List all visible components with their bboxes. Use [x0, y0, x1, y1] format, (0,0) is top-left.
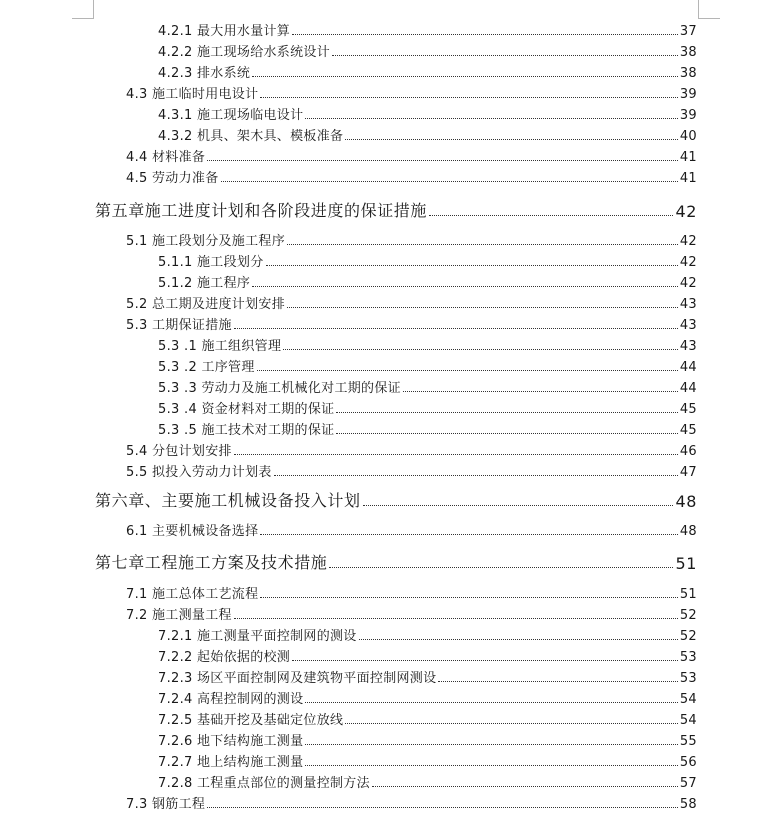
toc-dot-leader [257, 370, 678, 371]
toc-dot-leader [403, 391, 678, 392]
toc-entry[interactable] [158, 376, 697, 396]
toc-dot-leader [363, 505, 674, 506]
crop-mark-top-left-vertical [93, 0, 94, 19]
toc-entry[interactable] [158, 61, 697, 81]
toc-entry[interactable] [158, 334, 697, 354]
toc-dot-leader [252, 76, 678, 77]
toc-chapter-entry[interactable] [95, 547, 697, 573]
toc-entry[interactable] [158, 624, 697, 644]
toc-chapter-entry[interactable] [95, 485, 697, 511]
toc-dot-leader [305, 702, 677, 703]
toc-page-number: 44 [679, 360, 697, 375]
toc-entry[interactable] [158, 418, 697, 438]
toc-dot-leader [260, 97, 677, 98]
toc-entry-title: 4.5 劳动力准备 [126, 171, 219, 186]
toc-entry[interactable] [126, 313, 697, 333]
toc-entry-title: 4.2.1 最大用水量计算 [158, 24, 291, 39]
toc-entry-title: 4.3 施工临时用电设计 [126, 87, 259, 102]
toc-entry-title: 7.2.8 工程重点部位的测量控制方法 [158, 776, 370, 791]
toc-dot-leader [207, 160, 678, 161]
toc-page-number: 46 [679, 444, 697, 459]
toc-entry-title: 5.3 .2 工序管理 [158, 360, 255, 375]
toc-entry[interactable] [158, 103, 697, 123]
toc-entry[interactable] [126, 439, 697, 459]
toc-dot-leader [266, 265, 678, 266]
toc-page-number: 47 [679, 465, 697, 480]
toc-dot-leader [292, 34, 678, 35]
toc-dot-leader [234, 618, 678, 619]
toc-page-number: 55 [679, 734, 697, 749]
toc-page-number: 57 [679, 776, 697, 791]
toc-entry[interactable] [158, 355, 697, 375]
toc-entry[interactable] [158, 250, 697, 270]
toc-entry-title: 5.1 施工段划分及施工程序 [126, 234, 286, 249]
toc-entry-title: 第五章施工进度计划和各阶段进度的保证措施 [95, 201, 428, 220]
toc-page-number: 43 [679, 297, 697, 312]
toc-dot-leader [336, 412, 677, 413]
toc-page-number: 39 [679, 87, 697, 102]
toc-entry[interactable] [158, 271, 697, 291]
toc-dot-leader [287, 307, 678, 308]
toc-page-number: 41 [679, 150, 697, 165]
crop-mark-top-left-horizontal [72, 18, 94, 19]
toc-entry-title: 7.2.2 起始依据的校测 [158, 650, 291, 665]
toc-entry-title: 第七章工程施工方案及技术措施 [95, 553, 328, 572]
toc-entry-title: 6.1 主要机械设备选择 [126, 524, 259, 539]
toc-entry[interactable] [158, 687, 697, 707]
toc-page-number: 45 [679, 423, 697, 438]
toc-entry-title: 7.2 施工测量工程 [126, 608, 232, 623]
toc-entry-title: 7.2.5 基础开挖及基础定位放线 [158, 713, 344, 728]
toc-page-number: 56 [679, 755, 697, 770]
toc-entry[interactable] [158, 750, 697, 770]
toc-entry-title: 7.2.6 地下结构施工测量 [158, 734, 304, 749]
toc-dot-leader [429, 215, 673, 216]
toc-page-number: 43 [679, 339, 697, 354]
toc-entry[interactable] [126, 582, 697, 602]
toc-entry[interactable] [126, 292, 697, 312]
toc-page-number: 39 [679, 108, 697, 123]
toc-entry[interactable] [158, 645, 697, 665]
toc-dot-leader [274, 475, 678, 476]
toc-entry[interactable] [126, 792, 697, 812]
toc-entry-title: 4.2.2 施工现场给水系统设计 [158, 45, 331, 60]
toc-dot-leader [305, 744, 677, 745]
toc-page-number: 52 [679, 629, 697, 644]
toc-dot-leader [332, 55, 678, 56]
toc-entry-title: 5.3 工期保证措施 [126, 318, 232, 333]
toc-entry[interactable] [158, 771, 697, 791]
toc-page-number: 43 [679, 318, 697, 333]
toc-entry[interactable] [126, 145, 697, 165]
toc-dot-leader [283, 349, 678, 350]
toc-entry[interactable] [158, 666, 697, 686]
toc-entry-title: 5.3 .5 施工技术对工期的保证 [158, 423, 335, 438]
toc-entry-title: 5.3 .1 施工组织管理 [158, 339, 282, 354]
toc-page-number: 42 [675, 202, 697, 221]
toc-dot-leader [287, 244, 678, 245]
toc-entry-title: 5.3 .3 劳动力及施工机械化对工期的保证 [158, 381, 401, 396]
toc-entry-title: 7.2.3 场区平面控制网及建筑物平面控制网测设 [158, 671, 437, 686]
toc-entry-title: 4.4 材料准备 [126, 150, 206, 165]
toc-dot-leader [260, 597, 677, 598]
toc-dot-leader [345, 723, 678, 724]
toc-entry[interactable] [126, 82, 697, 102]
toc-entry[interactable] [158, 708, 697, 728]
crop-mark-top-right-horizontal [698, 18, 720, 19]
toc-entry[interactable] [126, 229, 697, 249]
toc-page-number: 48 [675, 492, 697, 511]
toc-dot-leader [359, 639, 678, 640]
toc-entry-title: 第六章、主要施工机械设备投入计划 [95, 491, 361, 510]
toc-page-number: 38 [679, 66, 697, 81]
toc-page-number: 38 [679, 45, 697, 60]
toc-entry[interactable] [158, 729, 697, 749]
toc-entry-title: 7.1 施工总体工艺流程 [126, 587, 259, 602]
toc-page-number: 58 [679, 797, 697, 812]
toc-entry[interactable] [126, 519, 697, 539]
toc-page-number: 48 [679, 524, 697, 539]
toc-chapter-entry[interactable] [95, 195, 697, 221]
toc-entry-title: 5.1.1 施工段划分 [158, 255, 264, 270]
toc-entry-title: 5.4 分包计划安排 [126, 444, 232, 459]
toc-entry-title: 4.3.1 施工现场临电设计 [158, 108, 304, 123]
toc-page-number: 51 [675, 554, 697, 573]
toc-dot-leader [260, 534, 677, 535]
toc-entry-title: 5.3 .4 资金材料对工期的保证 [158, 402, 335, 417]
toc-entry-title: 5.1.2 施工程序 [158, 276, 251, 291]
toc-page-number: 44 [679, 381, 697, 396]
toc-dot-leader [336, 433, 677, 434]
toc-entry[interactable] [158, 397, 697, 417]
toc-page-number: 40 [679, 129, 697, 144]
toc-dot-leader [234, 328, 678, 329]
toc-dot-leader [292, 660, 678, 661]
toc-dot-leader [345, 139, 678, 140]
toc-entry[interactable] [158, 40, 697, 60]
toc-page-number: 54 [679, 713, 697, 728]
toc-page-number: 41 [679, 171, 697, 186]
toc-page-number: 54 [679, 692, 697, 707]
toc-page-number: 42 [679, 234, 697, 249]
toc-page-number: 42 [679, 255, 697, 270]
toc-entry[interactable] [126, 166, 697, 186]
toc-entry-title: 7.3 钢筋工程 [126, 797, 206, 812]
toc-dot-leader [305, 118, 677, 119]
toc-page-number: 52 [679, 608, 697, 623]
toc-dot-leader [252, 286, 678, 287]
toc-entry-title: 4.2.3 排水系统 [158, 66, 251, 81]
toc-dot-leader [207, 807, 678, 808]
toc-entry[interactable] [126, 460, 697, 480]
toc-page-number: 42 [679, 276, 697, 291]
toc-dot-leader [305, 765, 677, 766]
toc-entry-title: 7.2.4 高程控制网的测设 [158, 692, 304, 707]
toc-dot-leader [372, 786, 678, 787]
toc-dot-leader [438, 681, 677, 682]
toc-page-number: 53 [679, 650, 697, 665]
toc-page-number: 45 [679, 402, 697, 417]
toc-page-number: 37 [679, 24, 697, 39]
toc-entry[interactable] [158, 124, 697, 144]
toc-entry-title: 4.3.2 机具、架木具、模板准备 [158, 129, 344, 144]
toc-entry-title: 5.2 总工期及进度计划安排 [126, 297, 286, 312]
toc-page-number: 51 [679, 587, 697, 602]
toc-entry-title: 7.2.1 施工测量平面控制网的测设 [158, 629, 357, 644]
toc-dot-leader [234, 454, 678, 455]
toc-dot-leader [221, 181, 678, 182]
toc-page-number: 53 [679, 671, 697, 686]
crop-mark-top-right-vertical [698, 0, 699, 19]
toc-entry-title: 7.2.7 地上结构施工测量 [158, 755, 304, 770]
toc-entry[interactable] [126, 603, 697, 623]
toc-entry-title: 5.5 拟投入劳动力计划表 [126, 465, 272, 480]
toc-dot-leader [329, 567, 673, 568]
toc-entry[interactable] [158, 19, 697, 39]
